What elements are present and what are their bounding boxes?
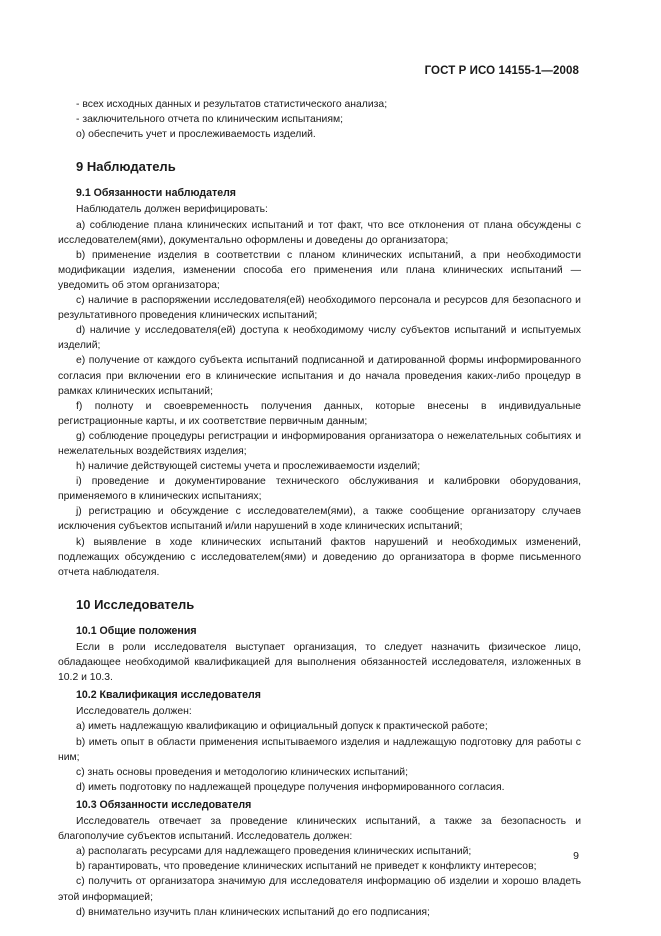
paragraph: Наблюдатель должен верифицировать: (76, 204, 268, 216)
list-item: b) гарантировать, что проведение клинических испытаний не приведет к конфликту интересов; (76, 861, 537, 873)
section-9-title: 9 Наблюдатель (76, 159, 176, 175)
list-item: k) выявление в ходе клинических испытаний фактов нарушений и необходимых изменений, подлежащих обсуждению с исследователем(ями) и доведению до организатора в форме письменного отчета наблюдателя. (58, 536, 581, 578)
list-item: с) знать основы проведения и методологию клинических испытаний; (76, 766, 409, 778)
paragraph: Исследователь должен: (76, 706, 192, 718)
subsection-10-1-title: 10.1 Общие положения (76, 624, 197, 637)
list-item: i) проведение и документирование технического обслуживания и калибровки оборудования, применяемого в клинических испытаниях; (58, 476, 581, 503)
subsection-9-1-title: 9.1 Обязанности наблюдателя (76, 187, 236, 200)
list-item: b) иметь опыт в области применения испытываемого изделия и надлежащую подготовку для работы с ним; (58, 736, 581, 763)
list-item: j) регистрацию и обсуждение с исследователем(ями), а также сообщение организатору случаев исключения субъектов испытаний и/или нарушений в ходе клинических испытаний; (58, 506, 581, 533)
list-item: g) соблюдение процедуры регистрации и информирования организатора о нежелательных событиях и нежелательных воздействиях изделия; (58, 430, 581, 457)
list-item: f) полноту и своевременность получения данных, которые внесены в индивидуальные регистрационные карты, и их соответствие первичным данным; (58, 400, 581, 427)
list-item: е) получение от каждого субъекта испытаний подписанной и датированной формы информированного согласия при включении его в клинические испытания и до начала проведения каких-либо процедур в рамках клинических испытаний; (58, 355, 581, 397)
list-item: с) получить от организатора значимую для исследователя информацию об изделии и хорошо владеть этой информацией; (58, 876, 581, 903)
list-item: h) наличие действующей системы учета и прослеживаемости изделий; (76, 461, 421, 473)
document-code: ГОСТ Р ИСО 14155-1—2008 (424, 65, 579, 77)
page-content (58, 97, 581, 920)
list-item: а) иметь надлежащую квалификацию и официальный допуск к практической работе; (76, 721, 488, 733)
subsection-10-2-title: 10.2 Квалификация исследователя (76, 689, 261, 702)
list-item: с) наличие в распоряжении исследователя(ей) необходимого персонала и ресурсов для безопасного и результативного проведения клинических испытаний; (58, 295, 581, 322)
list-item: о) обеспечить учет и прослеживаемость изделий. (76, 129, 316, 141)
paragraph: Если в роли исследователя выступает организация, то следует назначить физическое лицо, обладающее необходимой квалификацией для выполнения обязанностей исследователя, изложенных в 10.2 и 10.3. (58, 642, 581, 684)
paragraph: Исследователь отвечает за проведение клинических испытаний, а также за безопасность и благополучие субъектов испытаний. Исследователь должен: (58, 816, 581, 843)
subsection-10-3-title: 10.3 Обязанности исследователя (76, 798, 252, 811)
list-item: d) внимательно изучить план клинических испытаний до его подписания; (76, 906, 430, 918)
list-item: - заключительного отчета по клиническим испытаниям; (76, 114, 344, 126)
list-item: а) соблюдение плана клинических испытаний и тот факт, что все отклонения от плана обсуждены с исследователем(ями), документально оформлены и доведены до организатора; (58, 219, 581, 246)
list-item: d) наличие у исследователя(ей) доступа к необходимому числу субъектов испытаний и испытуемых изделий; (58, 325, 581, 352)
list-item: - всех исходных данных и результатов статистического анализа; (76, 99, 388, 110)
page-number: 9 (573, 850, 579, 862)
list-item: b) применение изделия в соответствии с планом клинических испытаний, а при необходимости модификации изделия, изменении способа его применения или плана клинических испытаний — уведомить об этом организатора; (58, 249, 581, 291)
section-10-title: 10 Исследователь (76, 596, 195, 612)
list-item: а) располагать ресурсами для надлежащего проведения клинических испытаний; (76, 846, 472, 858)
list-item: d) иметь подготовку по надлежащей процедуре получения информированного согласия. (76, 781, 505, 793)
